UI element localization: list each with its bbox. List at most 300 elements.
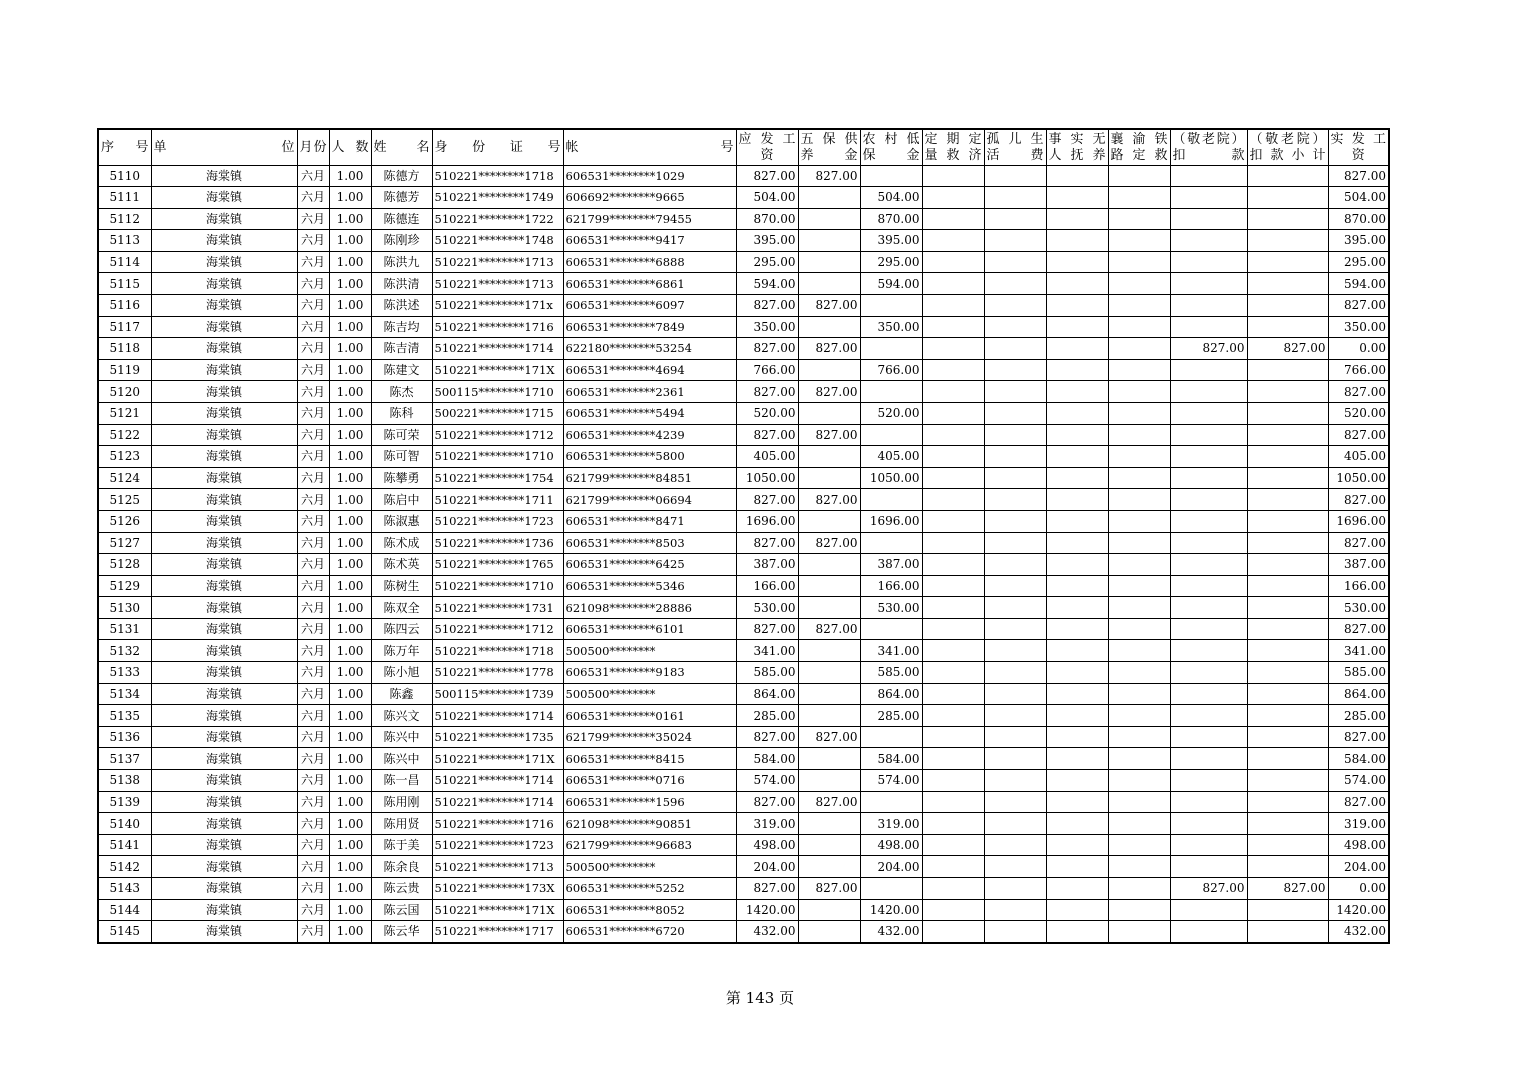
- table-cell: 六月: [297, 446, 329, 468]
- table-cell: 陈德芳: [371, 187, 432, 209]
- table-cell: 520.00: [736, 402, 798, 424]
- table-cell: 319.00: [736, 813, 798, 835]
- table-cell: 1.00: [329, 532, 371, 554]
- table-cell: [798, 359, 860, 381]
- table-cell: [1170, 446, 1247, 468]
- table-cell: [1108, 878, 1170, 900]
- table-cell: 510221********1718: [432, 640, 563, 662]
- table-cell: [1170, 921, 1247, 943]
- table-cell: 827.00: [798, 489, 860, 511]
- table-cell: [922, 251, 984, 273]
- table-cell: [798, 316, 860, 338]
- table-cell: 606531********9183: [563, 662, 736, 684]
- table-row: [98, 813, 1389, 835]
- table-cell: 5116: [98, 294, 151, 316]
- table-cell: 陈洪九: [371, 251, 432, 273]
- table-cell: [1247, 899, 1328, 921]
- table-cell: 1.00: [329, 230, 371, 252]
- table-cell: [1247, 294, 1328, 316]
- table-cell: 1.00: [329, 554, 371, 576]
- table-cell: [1108, 467, 1170, 489]
- table-cell: [1108, 921, 1170, 943]
- table-cell: [1170, 187, 1247, 209]
- table-cell: 622180********53254: [563, 338, 736, 360]
- table-cell: [1046, 187, 1108, 209]
- table-cell: 海棠镇: [151, 402, 297, 424]
- table-cell: 5131: [98, 618, 151, 640]
- table-cell: 395.00: [736, 230, 798, 252]
- table-cell: [1170, 467, 1247, 489]
- table-cell: 606531********5800: [563, 446, 736, 468]
- table-cell: 陈可荣: [371, 424, 432, 446]
- table-cell: [860, 618, 922, 640]
- table-cell: [984, 532, 1046, 554]
- table-cell: [1247, 597, 1328, 619]
- table-cell: [1108, 662, 1170, 684]
- table-cell: [984, 554, 1046, 576]
- table-cell: 500115********1710: [432, 381, 563, 403]
- table-cell: 六月: [297, 359, 329, 381]
- table-cell: 海棠镇: [151, 187, 297, 209]
- table-cell: [1170, 813, 1247, 835]
- table-cell: 395.00: [860, 230, 922, 252]
- table-cell: 1420.00: [860, 899, 922, 921]
- column-header: [860, 129, 922, 166]
- table-cell: 5127: [98, 532, 151, 554]
- table-cell: 六月: [297, 338, 329, 360]
- table-cell: 350.00: [860, 316, 922, 338]
- table-row: [98, 294, 1389, 316]
- table-cell: [1046, 294, 1108, 316]
- table-cell: 405.00: [1328, 446, 1389, 468]
- table-cell: [1247, 467, 1328, 489]
- table-cell: [798, 510, 860, 532]
- table-cell: 海棠镇: [151, 640, 297, 662]
- table-row: [98, 834, 1389, 856]
- table-cell: 606531********8052: [563, 899, 736, 921]
- table-cell: 827.00: [736, 424, 798, 446]
- table-cell: 六月: [297, 510, 329, 532]
- table-cell: [984, 813, 1046, 835]
- table-cell: 六月: [297, 921, 329, 943]
- table-cell: 530.00: [1328, 597, 1389, 619]
- table-cell: 166.00: [1328, 575, 1389, 597]
- table-cell: 海棠镇: [151, 856, 297, 878]
- table-row: [98, 597, 1389, 619]
- table-cell: 432.00: [736, 921, 798, 943]
- table-cell: [1046, 489, 1108, 511]
- table-cell: 510221********1714: [432, 338, 563, 360]
- table-cell: 295.00: [1328, 251, 1389, 273]
- column-header-line2: 人 抚 养: [1048, 147, 1106, 163]
- table-cell: 520.00: [1328, 402, 1389, 424]
- table-cell: [984, 381, 1046, 403]
- table-cell: 1.00: [329, 208, 371, 230]
- column-header: [563, 129, 736, 166]
- table-cell: [922, 878, 984, 900]
- table-cell: [1046, 791, 1108, 813]
- table-cell: 870.00: [736, 208, 798, 230]
- column-header-line2: 路 定 救: [1110, 147, 1168, 163]
- table-cell: 350.00: [1328, 316, 1389, 338]
- table-cell: 1696.00: [736, 510, 798, 532]
- table-cell: 606531********6101: [563, 618, 736, 640]
- table-cell: [798, 597, 860, 619]
- table-cell: 827.00: [798, 532, 860, 554]
- table-cell: [1247, 316, 1328, 338]
- table-cell: 5117: [98, 316, 151, 338]
- table-cell: 584.00: [1328, 748, 1389, 770]
- table-cell: 陈用刚: [371, 791, 432, 813]
- table-cell: 5110: [98, 166, 151, 187]
- table-cell: [1046, 338, 1108, 360]
- table-cell: [1247, 834, 1328, 856]
- table-cell: 606531********6861: [563, 273, 736, 295]
- table-cell: 606531********9417: [563, 230, 736, 252]
- table-cell: 827.00: [736, 532, 798, 554]
- table-cell: 827.00: [736, 791, 798, 813]
- column-header: [432, 129, 563, 166]
- table-cell: [1046, 899, 1108, 921]
- column-header-line1: 事 实 无: [1048, 131, 1106, 147]
- table-cell: 1.00: [329, 899, 371, 921]
- table-cell: 510221********1778: [432, 662, 563, 684]
- table-cell: [1046, 510, 1108, 532]
- table-cell: [984, 424, 1046, 446]
- table-cell: [1046, 921, 1108, 943]
- table-cell: 285.00: [860, 705, 922, 727]
- table-cell: 六月: [297, 554, 329, 576]
- column-header-line2: 量 救 济: [924, 147, 982, 163]
- table-cell: [860, 166, 922, 187]
- column-header: [371, 129, 432, 166]
- table-cell: 海棠镇: [151, 467, 297, 489]
- table-cell: 606531********6097: [563, 294, 736, 316]
- column-header: [1108, 129, 1170, 166]
- table-cell: [1108, 899, 1170, 921]
- table-cell: 341.00: [736, 640, 798, 662]
- table-cell: [1247, 640, 1328, 662]
- table-cell: 766.00: [736, 359, 798, 381]
- table-cell: 5119: [98, 359, 151, 381]
- table-cell: [1046, 575, 1108, 597]
- column-header: [1247, 129, 1328, 166]
- table-cell: [1046, 467, 1108, 489]
- table-cell: [984, 834, 1046, 856]
- table-row: [98, 856, 1389, 878]
- table-cell: 870.00: [860, 208, 922, 230]
- table-cell: [1170, 489, 1247, 511]
- table-cell: 六月: [297, 899, 329, 921]
- table-cell: [1247, 424, 1328, 446]
- table-cell: [1247, 532, 1328, 554]
- table-cell: [922, 510, 984, 532]
- table-cell: 621799********35024: [563, 726, 736, 748]
- table-cell: 341.00: [1328, 640, 1389, 662]
- table-cell: 827.00: [1328, 791, 1389, 813]
- relief-payment-table: [97, 128, 1390, 944]
- table-row: [98, 921, 1389, 943]
- table-cell: [984, 575, 1046, 597]
- table-cell: 陈兴中: [371, 748, 432, 770]
- table-cell: 1.00: [329, 683, 371, 705]
- column-header-line2: 资: [1351, 147, 1365, 163]
- table-cell: [1247, 187, 1328, 209]
- table-cell: 827.00: [798, 424, 860, 446]
- table-cell: [1247, 748, 1328, 770]
- table-cell: 864.00: [1328, 683, 1389, 705]
- table-cell: [1108, 338, 1170, 360]
- table-cell: 827.00: [1328, 532, 1389, 554]
- table-cell: 六月: [297, 294, 329, 316]
- column-header-line2: 活 费: [986, 147, 1044, 163]
- table-cell: [1170, 597, 1247, 619]
- table-cell: [922, 597, 984, 619]
- table-cell: [1108, 381, 1170, 403]
- table-cell: 0.00: [1328, 338, 1389, 360]
- table-cell: 0.00: [1328, 878, 1389, 900]
- column-header-line1: 孤 儿 生: [986, 131, 1044, 147]
- table-cell: 510221********1714: [432, 770, 563, 792]
- table-cell: 1.00: [329, 597, 371, 619]
- table-cell: 5132: [98, 640, 151, 662]
- table-cell: [1247, 208, 1328, 230]
- table-cell: 六月: [297, 791, 329, 813]
- table-cell: 530.00: [736, 597, 798, 619]
- table-cell: [1170, 748, 1247, 770]
- table-cell: [922, 726, 984, 748]
- table-cell: 5112: [98, 208, 151, 230]
- table-cell: 500500********: [563, 683, 736, 705]
- table-cell: 510221********171X: [432, 899, 563, 921]
- column-header-line2: 资: [760, 147, 774, 163]
- table-cell: 166.00: [860, 575, 922, 597]
- table-cell: 621799********96683: [563, 834, 736, 856]
- table-cell: [1108, 510, 1170, 532]
- table-cell: 海棠镇: [151, 381, 297, 403]
- table-cell: [1108, 294, 1170, 316]
- table-cell: [984, 856, 1046, 878]
- table-cell: 827.00: [1170, 878, 1247, 900]
- table-cell: 六月: [297, 705, 329, 727]
- table-cell: 1420.00: [736, 899, 798, 921]
- table-cell: 陈云国: [371, 899, 432, 921]
- table-cell: 432.00: [860, 921, 922, 943]
- table-cell: [1247, 575, 1328, 597]
- table-cell: 六月: [297, 467, 329, 489]
- table-cell: 350.00: [736, 316, 798, 338]
- column-header: [798, 129, 860, 166]
- column-header-line1: 人 数: [331, 140, 369, 155]
- table-cell: 5137: [98, 748, 151, 770]
- table-cell: 1.00: [329, 359, 371, 381]
- table-cell: 六月: [297, 813, 329, 835]
- table-row: [98, 640, 1389, 662]
- table-row: [98, 489, 1389, 511]
- table-cell: [1170, 683, 1247, 705]
- table-cell: 海棠镇: [151, 748, 297, 770]
- table-cell: [1108, 770, 1170, 792]
- table-cell: [984, 251, 1046, 273]
- table-cell: 510221********1713: [432, 273, 563, 295]
- table-cell: 海棠镇: [151, 770, 297, 792]
- table-cell: [984, 187, 1046, 209]
- table-cell: 387.00: [736, 554, 798, 576]
- table-cell: 500221********1715: [432, 402, 563, 424]
- column-header: [1046, 129, 1108, 166]
- page-number: 第 143 页: [725, 989, 795, 1007]
- table-cell: 5129: [98, 575, 151, 597]
- table-cell: [1247, 251, 1328, 273]
- table-cell: [798, 834, 860, 856]
- table-cell: 陈杰: [371, 381, 432, 403]
- table-cell: [922, 705, 984, 727]
- table-cell: [798, 856, 860, 878]
- table-row: [98, 791, 1389, 813]
- table-cell: 5123: [98, 446, 151, 468]
- table-cell: 510221********1722: [432, 208, 563, 230]
- column-header-line1: 姓 名: [373, 140, 430, 155]
- table-cell: 510221********1723: [432, 510, 563, 532]
- table-cell: 六月: [297, 878, 329, 900]
- table-cell: [984, 402, 1046, 424]
- table-cell: 585.00: [1328, 662, 1389, 684]
- table-cell: 陈用贤: [371, 813, 432, 835]
- table-cell: 504.00: [736, 187, 798, 209]
- table-row: [98, 467, 1389, 489]
- table-cell: 498.00: [736, 834, 798, 856]
- table-cell: [798, 273, 860, 295]
- table-cell: 5145: [98, 921, 151, 943]
- table-cell: [1170, 575, 1247, 597]
- table-cell: 204.00: [1328, 856, 1389, 878]
- table-cell: 1050.00: [860, 467, 922, 489]
- table-cell: 1.00: [329, 381, 371, 403]
- table-cell: [1046, 705, 1108, 727]
- column-header-line1: 襄 渝 铁: [1110, 131, 1168, 147]
- table-cell: [922, 446, 984, 468]
- table-cell: [922, 856, 984, 878]
- table-cell: 166.00: [736, 575, 798, 597]
- table-cell: [1247, 813, 1328, 835]
- table-cell: [984, 640, 1046, 662]
- table-cell: 606531********5346: [563, 575, 736, 597]
- table-cell: 六月: [297, 489, 329, 511]
- table-cell: 574.00: [1328, 770, 1389, 792]
- table-cell: [1247, 273, 1328, 295]
- table-cell: 827.00: [798, 338, 860, 360]
- table-cell: [1108, 834, 1170, 856]
- table-cell: 海棠镇: [151, 294, 297, 316]
- table-cell: 504.00: [860, 187, 922, 209]
- table-cell: [1170, 230, 1247, 252]
- table-cell: [1046, 856, 1108, 878]
- table-cell: [922, 294, 984, 316]
- table-cell: 海棠镇: [151, 899, 297, 921]
- table-cell: [922, 640, 984, 662]
- table-cell: 510221********1723: [432, 834, 563, 856]
- table-cell: 陈一昌: [371, 770, 432, 792]
- table-cell: 陈启中: [371, 489, 432, 511]
- table-cell: [984, 618, 1046, 640]
- column-header-line1: 帐 号: [565, 140, 734, 155]
- table-cell: [922, 316, 984, 338]
- column-header: [1170, 129, 1247, 166]
- table-cell: [1170, 899, 1247, 921]
- table-cell: [1170, 208, 1247, 230]
- table-cell: 594.00: [1328, 273, 1389, 295]
- table-cell: [922, 187, 984, 209]
- table-cell: 陈鑫: [371, 683, 432, 705]
- table-cell: [1108, 618, 1170, 640]
- table-cell: 六月: [297, 575, 329, 597]
- table-cell: 510221********1712: [432, 424, 563, 446]
- table-cell: 827.00: [798, 791, 860, 813]
- table-cell: 520.00: [860, 402, 922, 424]
- table-cell: [1108, 230, 1170, 252]
- table-cell: 5138: [98, 770, 151, 792]
- table-row: [98, 230, 1389, 252]
- table-cell: [922, 662, 984, 684]
- table-cell: 341.00: [860, 640, 922, 662]
- table-cell: 827.00: [798, 878, 860, 900]
- table-cell: 285.00: [1328, 705, 1389, 727]
- table-cell: 827.00: [1328, 726, 1389, 748]
- table-cell: [1170, 726, 1247, 748]
- table-row: [98, 899, 1389, 921]
- table-cell: 827.00: [798, 726, 860, 748]
- table-cell: [798, 575, 860, 597]
- table-row: [98, 446, 1389, 468]
- table-cell: [860, 726, 922, 748]
- column-header-line1: 实 发 工: [1330, 131, 1386, 147]
- table-cell: [1170, 834, 1247, 856]
- column-header-line1: 单 位: [153, 140, 295, 155]
- table-cell: [1108, 446, 1170, 468]
- table-cell: 5120: [98, 381, 151, 403]
- table-cell: 海棠镇: [151, 424, 297, 446]
- table-cell: 海棠镇: [151, 726, 297, 748]
- table-cell: 606531********2361: [563, 381, 736, 403]
- table-cell: 1.00: [329, 791, 371, 813]
- table-cell: 510221********1716: [432, 813, 563, 835]
- table-cell: 六月: [297, 402, 329, 424]
- table-cell: [1170, 856, 1247, 878]
- table-cell: [922, 683, 984, 705]
- table-cell: [1108, 424, 1170, 446]
- table-cell: 5113: [98, 230, 151, 252]
- table-cell: 海棠镇: [151, 510, 297, 532]
- table-cell: 510221********1718: [432, 166, 563, 187]
- table-cell: 1.00: [329, 187, 371, 209]
- table-row: [98, 402, 1389, 424]
- table-cell: 1.00: [329, 575, 371, 597]
- table-cell: 陈建文: [371, 359, 432, 381]
- table-cell: [922, 899, 984, 921]
- column-header-line1: 定 期 定: [924, 131, 982, 147]
- table-cell: [984, 446, 1046, 468]
- table-cell: 574.00: [860, 770, 922, 792]
- table-cell: 六月: [297, 597, 329, 619]
- column-header: [98, 129, 151, 166]
- table-cell: [922, 618, 984, 640]
- table-cell: [1170, 166, 1247, 187]
- table-cell: [1170, 532, 1247, 554]
- table-cell: 606531********4694: [563, 359, 736, 381]
- table-cell: [984, 705, 1046, 727]
- table-cell: [1046, 726, 1108, 748]
- table-cell: [984, 510, 1046, 532]
